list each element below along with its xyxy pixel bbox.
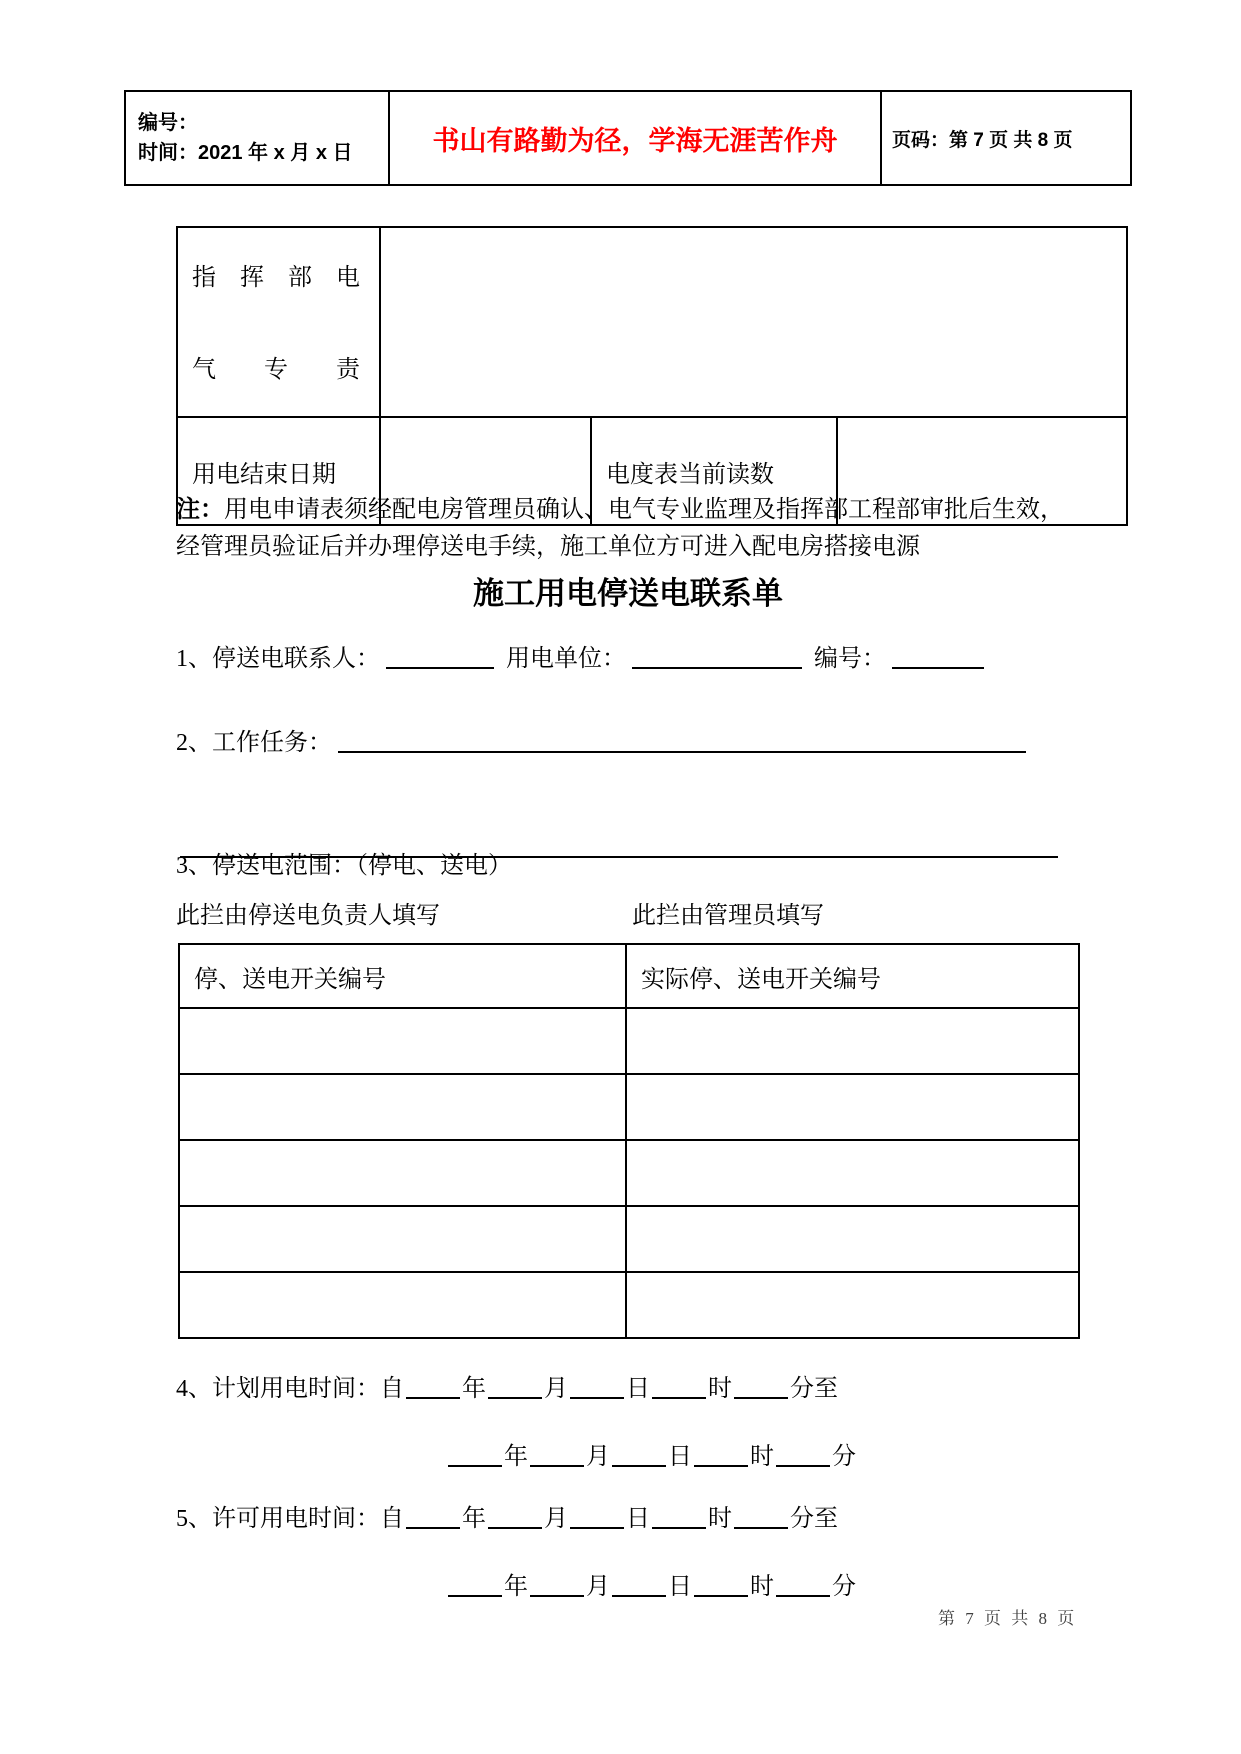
item1-label: 1、停送电联系人： (176, 646, 380, 672)
month-blank (488, 1503, 542, 1529)
empty-cell (626, 1272, 1079, 1338)
item1-line (176, 638, 990, 673)
note-line1-text: 用电申请表须经配电房管理员确认、电气专业监理及指挥部工程部审批后生效， (224, 497, 1064, 523)
empty-cell (179, 1074, 626, 1140)
time-from: 自 (380, 1506, 404, 1532)
item3-line: 3、停送电范围：（停电、送电） (176, 853, 512, 879)
time-year: 年 (462, 1376, 486, 1402)
empty-cell (626, 1206, 1079, 1272)
item4-line2 (446, 1436, 856, 1471)
end-date-label-cell: 用电结束日期 (177, 417, 380, 525)
month-blank (530, 1441, 584, 1467)
item2-label: 2、工作任务： (176, 730, 332, 756)
month-blank (530, 1571, 584, 1597)
time-min: 分 (832, 1444, 856, 1470)
time-from: 自 (380, 1376, 404, 1402)
empty-cell (179, 1272, 626, 1338)
item4-label: 4、计划用电时间： (176, 1376, 380, 1402)
note-prefix: 注： (176, 497, 224, 523)
duty-row (177, 227, 1127, 417)
item5-line2 (446, 1566, 856, 1601)
year-blank (448, 1571, 502, 1597)
switch-table (178, 943, 1080, 1339)
empty-cell (626, 1008, 1079, 1074)
duty-label-line2: 气 专 责 (192, 357, 360, 383)
time-min: 分 (832, 1574, 856, 1600)
note-line2: 经管理员验证后并办理停送电手续，施工单位方可进入配电房搭接电源 (176, 534, 920, 560)
minute-blank (776, 1441, 830, 1467)
year-blank (406, 1503, 460, 1529)
switch-empty-row (179, 1074, 1079, 1140)
date-line: 时间：2021 年 x 月 x 日 (138, 142, 353, 164)
header-slogan-cell (388, 92, 880, 184)
item5-label: 5、许可用电时间： (176, 1506, 380, 1532)
empty-cell (179, 1008, 626, 1074)
duty-label-line1: 指 挥 部 电 (192, 265, 360, 291)
item1-unit-label: 用电单位： (506, 646, 626, 672)
month-blank (488, 1373, 542, 1399)
minute-blank (776, 1571, 830, 1597)
switch-header-left-cell: 停、送电开关编号 (179, 944, 626, 1008)
unit-blank (632, 643, 802, 669)
serial-blank (892, 643, 984, 669)
note-paragraph (176, 492, 1132, 566)
time-year: 年 (462, 1506, 486, 1532)
page-header-band (124, 90, 1132, 186)
duty-signature-cell (380, 227, 1127, 417)
hint-right: 此拦由管理员填写 (632, 903, 824, 929)
year-blank (448, 1441, 502, 1467)
task-blank (338, 727, 1026, 753)
contact-person-blank (386, 643, 494, 669)
minute-blank (734, 1373, 788, 1399)
time-day: 日 (668, 1444, 692, 1470)
day-blank (570, 1373, 624, 1399)
switch-header-right-cell: 实际停、送电开关编号 (626, 944, 1079, 1008)
empty-cell (179, 1206, 626, 1272)
minute-blank (734, 1503, 788, 1529)
hour-blank (652, 1373, 706, 1399)
meter-label-cell: 电度表当前读数 (591, 417, 837, 525)
day-blank (570, 1503, 624, 1529)
time-month: 月 (586, 1444, 610, 1470)
time-month: 月 (544, 1376, 568, 1402)
slogan-text: 书山有路勤为径，学海无涯苦作舟 (432, 125, 838, 156)
switch-empty-row (179, 1206, 1079, 1272)
switch-table-header-row (179, 944, 1079, 1008)
hour-blank (694, 1571, 748, 1597)
header-id-cell (126, 92, 388, 184)
year-blank (406, 1373, 460, 1399)
time-month: 月 (586, 1574, 610, 1600)
page-info: 页码：第 7 页 共 8 页 (892, 129, 1073, 151)
time-hour: 时 (708, 1376, 732, 1402)
hint-left: 此拦由停送电负责人填写 (176, 903, 440, 929)
approval-table (176, 226, 1128, 526)
day-blank (612, 1441, 666, 1467)
time-min-to: 分至 (790, 1376, 838, 1402)
time-hour: 时 (750, 1574, 774, 1600)
time-day: 日 (668, 1574, 692, 1600)
day-blank (612, 1571, 666, 1597)
hour-blank (652, 1503, 706, 1529)
form-title: 施工用电停送电联系单 (473, 576, 783, 611)
page-footer: 第 7 页 共 8 页 (938, 1609, 1078, 1628)
time-year: 年 (504, 1444, 528, 1470)
time-month: 月 (544, 1506, 568, 1532)
time-hour: 时 (708, 1506, 732, 1532)
switch-empty-row (179, 1140, 1079, 1206)
time-day: 日 (626, 1376, 650, 1402)
switch-empty-row (179, 1008, 1079, 1074)
time-min-to: 分至 (790, 1506, 838, 1532)
empty-cell (626, 1140, 1079, 1206)
item4-line1 (176, 1368, 838, 1403)
time-year: 年 (504, 1574, 528, 1600)
item2-line (176, 722, 1026, 757)
time-day: 日 (626, 1506, 650, 1532)
item5-line1 (176, 1498, 838, 1533)
empty-cell (179, 1140, 626, 1206)
duty-label-cell (177, 227, 380, 417)
serial-label: 编号： (138, 112, 198, 134)
time-hour: 时 (750, 1444, 774, 1470)
header-page-cell (880, 92, 1128, 184)
empty-cell (626, 1074, 1079, 1140)
note-line1 (176, 492, 1132, 529)
switch-empty-row (179, 1272, 1079, 1338)
item1-no-label: 编号： (814, 646, 886, 672)
hour-blank (694, 1441, 748, 1467)
